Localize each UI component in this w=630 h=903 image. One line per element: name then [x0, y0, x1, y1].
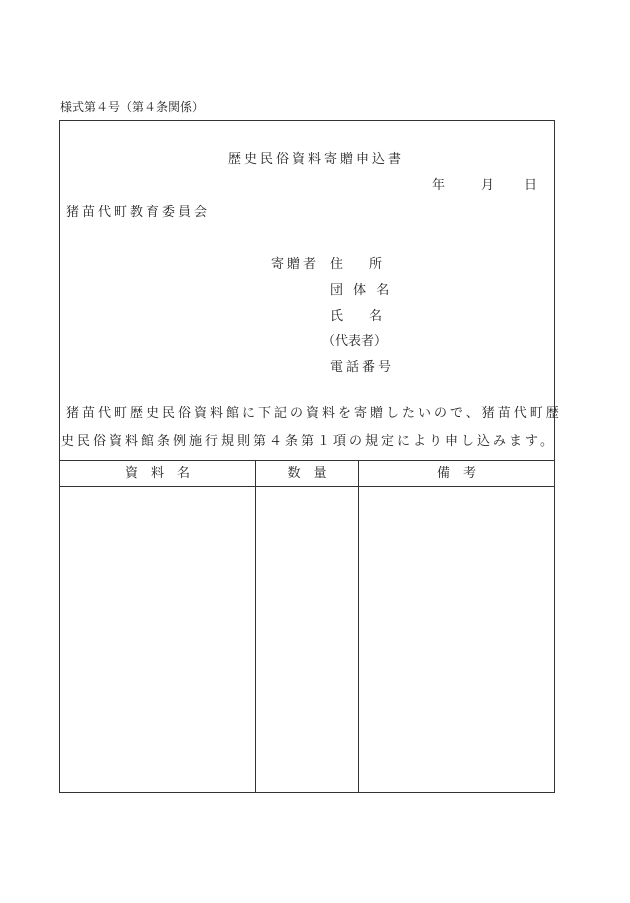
donor-organization-label[interactable]: 団 体 名 [330, 283, 393, 298]
donor-address-label[interactable]: 住 所 [330, 257, 383, 272]
date-year-label[interactable]: 年 [432, 178, 446, 193]
table-header-quantity: 数 量 [287, 466, 327, 481]
quantity-cell[interactable] [256, 487, 358, 791]
body-text-line-2: 史民俗資料館条例施行規則第４条第１項の規定により申し込みます。 [61, 434, 556, 449]
table-header-item-name: 資 料 名 [124, 466, 190, 481]
date-month-label[interactable]: 月 [481, 178, 495, 193]
form-number-label: 様式第４号（第４条関係） [60, 100, 205, 114]
donor-label: 寄贈者 [271, 257, 320, 272]
table-header-remarks: 備 考 [436, 466, 476, 481]
addressee: 猪苗代町教育委員会 [66, 205, 211, 220]
table-top-border [59, 460, 555, 461]
remarks-cell[interactable] [359, 487, 553, 791]
item-name-cell[interactable] [60, 487, 255, 791]
body-text-line-1: 猪苗代町歴史民俗資料館に下記の資料を寄贈したいので、猪苗代町歴 [66, 406, 562, 421]
form-title: 歴史民俗資料寄贈申込書 [228, 152, 405, 167]
date-day-label[interactable]: 日 [524, 178, 538, 193]
donor-representative-label: （代表者） [322, 334, 388, 349]
donor-name-label[interactable]: 氏 名 [330, 309, 383, 324]
donor-phone-label[interactable]: 電話番号 [330, 360, 395, 375]
